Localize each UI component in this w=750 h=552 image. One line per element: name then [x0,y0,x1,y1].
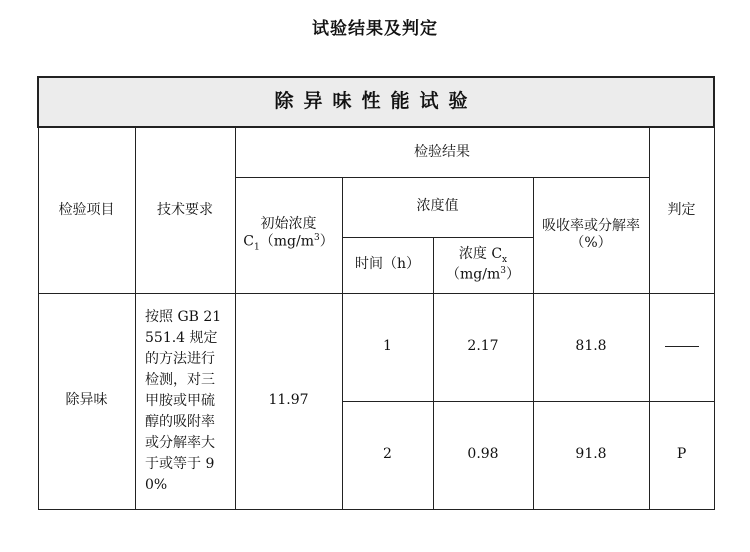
initial-concentration-unit-superscript: 3 [313,233,320,244]
result-row-1 [38,293,714,401]
absorption-rate-value: 81.8 [533,293,649,401]
test-item-value: 除异味 [38,293,135,509]
header-test-item: 检验项目 [38,127,135,293]
concentration-cx-text: 浓度 C [458,245,503,262]
table-banner-row [38,77,714,127]
initial-concentration-label: 初始浓度 [260,215,317,232]
initial-concentration-value: 11.97 [235,293,342,509]
concentration-value: 2.17 [433,293,533,401]
absorption-rate-unit: （%） [570,235,612,251]
concentration-cx-unit [434,266,533,284]
judgement-dash [665,346,699,347]
header-time: 时间（h） [342,237,433,293]
technical-requirement-text: 按照 GB 21551.4 规定的方法进行检测，对三甲胺或甲硫醇的吸附率或分解率大于或等于 90% [145,308,222,493]
header-judgement: 判定 [649,127,714,293]
time-value: 2 [342,401,433,509]
concentration-cx-label [434,246,533,266]
initial-concentration-unit-suffix: ） [319,234,334,251]
header-absorption-rate [533,177,649,293]
judgement-value [649,293,714,401]
test-result-table [37,76,715,510]
initial-concentration-unit-prefix: （mg/m [259,234,314,251]
header-concentration-value: 浓度值 [342,177,533,237]
judgement-value: P [649,401,714,509]
header-technical-requirement: 技术要求 [135,127,235,293]
initial-concentration-unit [236,233,342,254]
absorption-rate-label: 吸收率或分解率 [542,217,640,234]
initial-concentration-symbol: C [243,234,254,251]
header-concentration-cx [433,237,533,293]
table-banner: 除异味性能试验 [38,77,714,127]
header-row-1 [38,127,714,177]
document-title: 试验结果及判定 [312,19,438,39]
header-initial-concentration [235,177,342,293]
time-value: 1 [342,293,433,401]
concentration-value: 0.98 [433,401,533,509]
initial-concentration-subscript: 1 [254,242,260,253]
technical-requirement-value [135,293,235,509]
header-test-results: 检验结果 [235,127,649,177]
concentration-cx-unit-prefix: （mg/m [446,266,501,283]
concentration-cx-unit-suffix: ） [505,266,520,283]
absorption-rate-value: 91.8 [533,401,649,509]
concentration-cx-subscript: x [502,254,508,265]
concentration-cx-unit-superscript: 3 [500,265,506,276]
